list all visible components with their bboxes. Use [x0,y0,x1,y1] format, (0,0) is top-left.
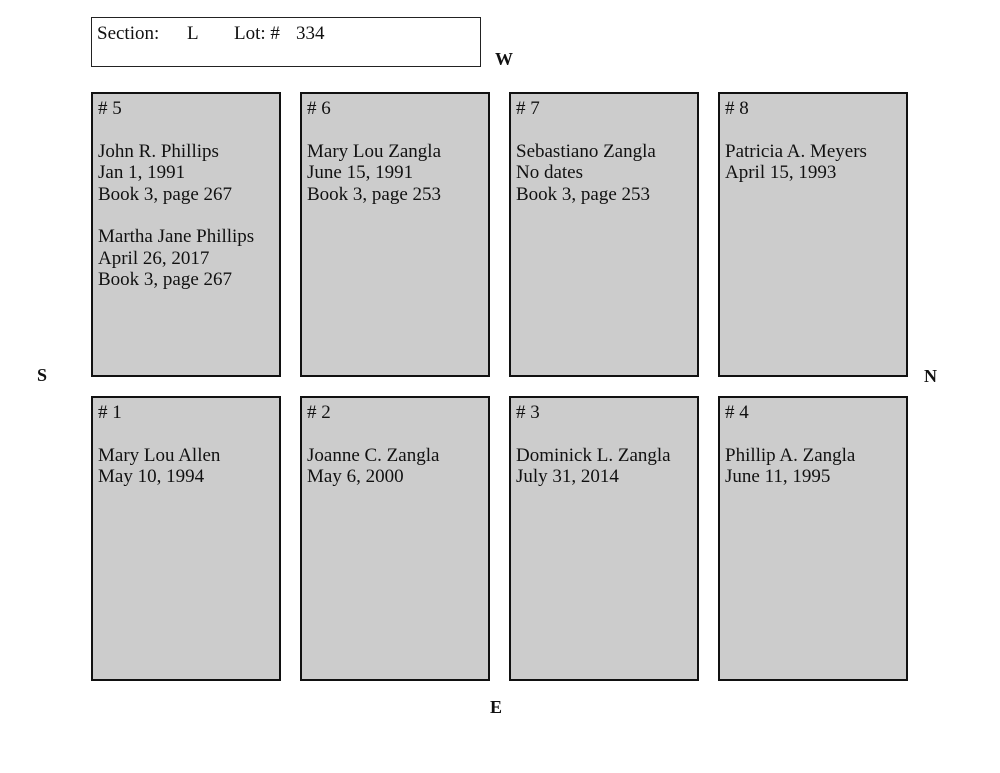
burial-entry [725,141,906,184]
plot-6 [300,92,490,377]
burial-date: May 10, 1994 [98,466,205,487]
burial-name: Mary Lou Allen [98,444,221,466]
burial-date: June 11, 1995 [725,466,831,487]
section-value: L [187,23,199,44]
burial-name: Martha Jane Phillips [98,226,255,247]
burial-name: Sebastiano Zangla [516,140,656,162]
plot-1 [91,396,281,681]
lot-label: Lot: # [234,23,280,44]
burial-date: June 15, 1991 [307,162,414,183]
burial-entry [307,141,488,206]
plot-number: # 3 [516,402,540,423]
plot-7 [509,92,699,377]
burial-date: May 6, 2000 [307,466,404,487]
plot-number: # 4 [725,402,749,423]
compass-west: W [495,49,513,69]
burial-entry [98,445,279,488]
section-lot-header [91,17,481,67]
plot-8 [718,92,908,377]
section-label: Section: [97,23,160,44]
compass-south: S [37,365,48,385]
plot-number: # 5 [98,98,122,119]
compass-north: N [924,366,937,386]
plot-number: # 7 [516,98,540,119]
plot-3 [509,396,699,681]
burial-name: Phillip A. Zangla [725,444,856,466]
burial-entry [98,141,279,206]
burial-date: Jan 1, 1991 [98,162,186,183]
burial-entry [307,445,488,488]
plot-5 [91,92,281,377]
plot-number: # 6 [307,98,331,119]
plot-2 [300,396,490,681]
burial-name: Joanne C. Zangla [307,444,440,466]
burial-date: No dates [516,162,584,183]
burial-ref: Book 3, page 267 [98,183,233,205]
burial-ref: Book 3, page 267 [98,269,233,290]
burial-entry [725,445,906,488]
burial-date: April 26, 2017 [98,247,210,269]
plot-4 [718,396,908,681]
burial-ref: Book 3, page 253 [307,183,442,205]
burial-name: Patricia A. Meyers [725,140,867,162]
burial-name: John R. Phillips [98,140,219,162]
plot-number: # 1 [98,402,122,423]
burial-name: Mary Lou Zangla [307,140,442,162]
plot-number: # 8 [725,98,749,119]
burial-date: July 31, 2014 [516,466,619,487]
plot-number: # 2 [307,402,331,423]
burial-entry [516,141,697,206]
compass-east: E [490,697,503,717]
burial-ref: Book 3, page 253 [516,183,651,205]
burial-name: Dominick L. Zangla [516,444,671,466]
burial-entry [98,226,279,291]
burial-entry [516,445,697,488]
burial-date: April 15, 1993 [725,162,837,183]
lot-value: 334 [296,23,325,44]
